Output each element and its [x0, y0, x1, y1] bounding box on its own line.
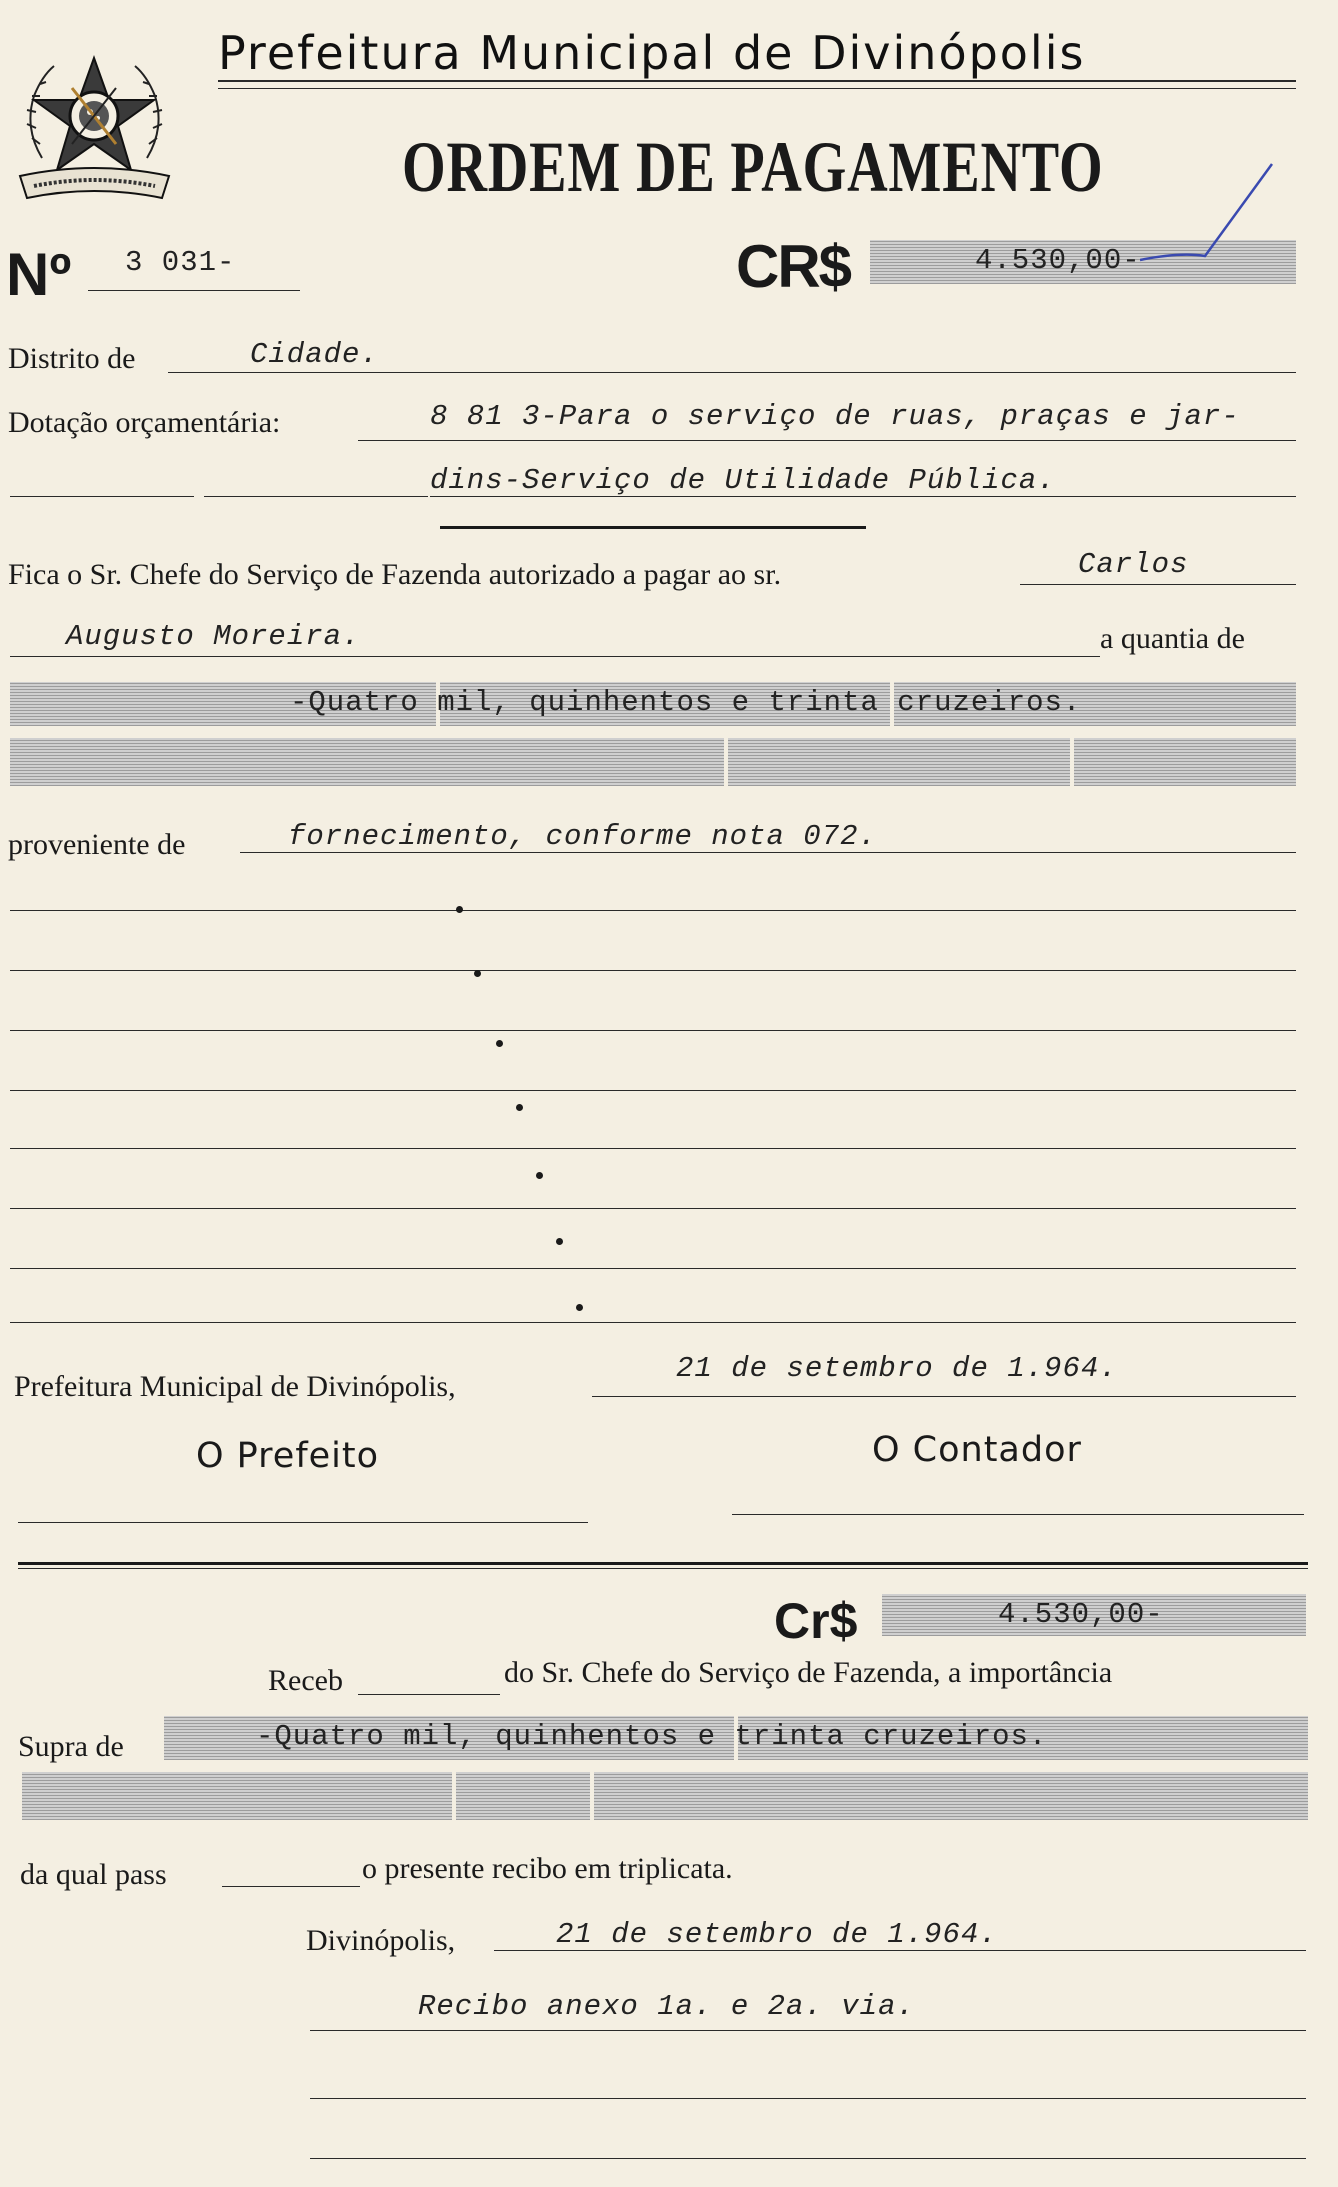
dotacao-line-1: 8 81 3-Para o serviço de ruas, praças e jar-	[430, 400, 1240, 433]
check-mark-icon	[1140, 160, 1280, 270]
dotacao-line-2: dins-Serviço de Utilidade Pública.	[430, 464, 1056, 497]
receipt-place: Divinópolis,	[306, 1924, 456, 1957]
proveniente-value: fornecimento, conforme nota 072.	[288, 820, 877, 853]
document-title: ORDEM DE PAGAMENTO	[402, 127, 1104, 207]
amount-words-value: -Quatro mil, quinhentos e trinta cruzeiros.	[290, 686, 1082, 719]
payee-line-1: Carlos	[1078, 548, 1189, 581]
authorization-text: Fica o Sr. Chefe do Serviço de Fazenda autorizado a pagar ao sr.	[8, 558, 782, 591]
receipt-date: 21 de setembro de 1.964.	[556, 1918, 998, 1951]
municipality-name: Prefeitura Municipal de Divinópolis	[218, 26, 1086, 80]
receb-label: Receb	[268, 1664, 343, 1697]
receipt-words-value: -Quatro mil, quinhentos e trinta cruzeiros.	[256, 1720, 1048, 1753]
distrito-label: Distrito de	[8, 342, 136, 375]
dotacao-label: Dotação orçamentária:	[8, 406, 281, 439]
currency-label: CR$	[736, 233, 851, 300]
amount-value: 4.530,00-	[975, 244, 1141, 277]
amount-words-box-2	[10, 738, 1296, 786]
receipt-amount-value: 4.530,00-	[998, 1598, 1164, 1631]
receb-text: do Sr. Chefe do Serviço de Fazenda, a importância	[504, 1656, 1113, 1689]
distrito-value: Cidade.	[250, 338, 379, 371]
supra-label: Supra de	[18, 1730, 124, 1763]
qual-label: da qual pass	[20, 1858, 167, 1891]
payee-line-2: Augusto Moreira.	[66, 620, 361, 653]
receipt-words-box-2	[22, 1772, 1308, 1820]
coat-of-arms-seal	[12, 48, 177, 206]
receipt-note: Recibo anexo 1a. e 2a. via.	[418, 1990, 915, 2023]
qual-text: o presente recibo em triplicata.	[362, 1852, 733, 1885]
receipt-currency-label: Cr$	[774, 1593, 858, 1649]
signature-place: Prefeitura Municipal de Divinópolis,	[14, 1370, 456, 1403]
numero-value: 3 031-	[125, 246, 236, 279]
prefeito-label: O Prefeito	[196, 1436, 380, 1476]
proveniente-label: proveniente de	[8, 828, 186, 861]
quantia-label: a quantia de	[1100, 622, 1245, 655]
numero-label: Nº	[6, 241, 72, 308]
contador-label: O Contador	[872, 1430, 1082, 1470]
signature-date: 21 de setembro de 1.964.	[676, 1352, 1118, 1385]
